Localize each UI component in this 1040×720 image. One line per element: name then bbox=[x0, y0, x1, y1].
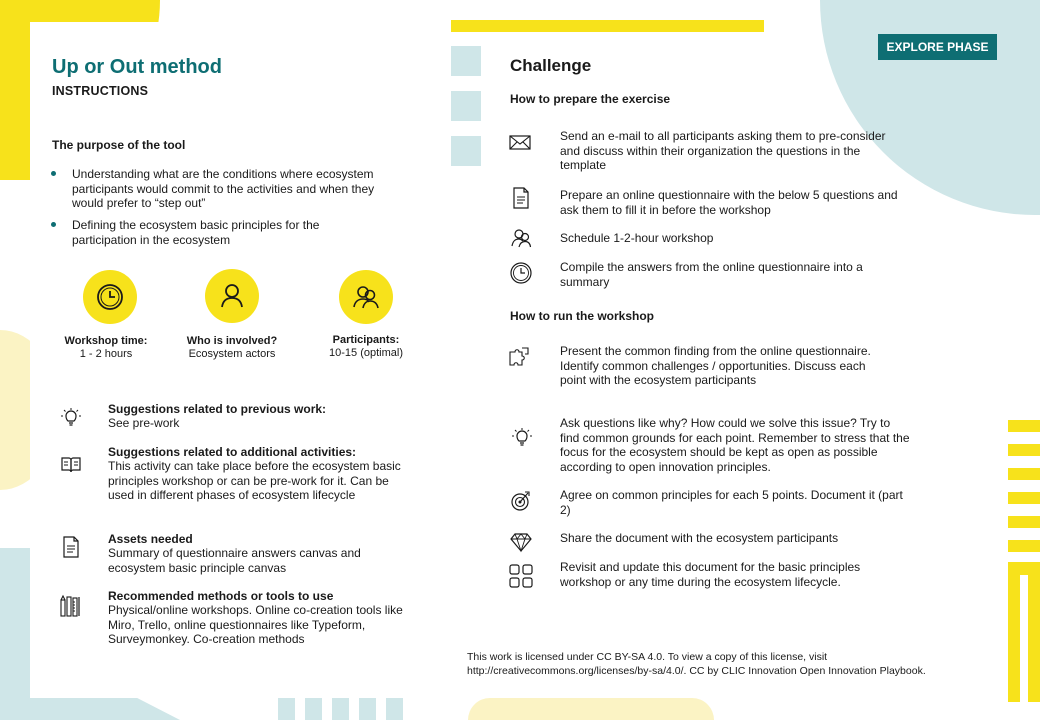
prepare-step: Prepare an online questionnaire with the below 5 questions and ask them to fill it in before the workshop bbox=[560, 188, 898, 217]
deco-yellow-stripe bbox=[1008, 468, 1040, 480]
stat-label: Participants: bbox=[332, 334, 400, 346]
deco-yellow-stripe bbox=[1008, 420, 1040, 432]
stat-workshop-time bbox=[50, 335, 162, 361]
person-icon bbox=[205, 269, 259, 323]
stat-label: Workshop time: bbox=[64, 335, 148, 347]
section-text: See pre-work bbox=[108, 416, 180, 430]
deco-teal-stripe bbox=[332, 698, 349, 720]
document-icon bbox=[60, 536, 82, 558]
deco-yellow-stripe bbox=[1008, 444, 1040, 456]
clock-icon bbox=[510, 262, 532, 284]
right-page bbox=[451, 22, 1008, 698]
target-icon bbox=[510, 490, 532, 512]
envelope-icon bbox=[509, 131, 531, 153]
prepare-step: Compile the answers from the online questionnaire into a summary bbox=[560, 260, 863, 289]
document-icon bbox=[510, 187, 532, 209]
bullet-dot bbox=[51, 222, 56, 227]
people-icon bbox=[339, 270, 393, 324]
people-icon bbox=[510, 227, 532, 249]
section-heading: Assets needed bbox=[108, 532, 193, 546]
run-step: Revisit and update this document for the basic principles workshop or any time during the ecosystem lifecycle. bbox=[560, 560, 861, 589]
license-line: This work is licensed under CC BY-SA 4.0. To view a copy of this license, visit bbox=[467, 651, 828, 663]
section-title: Challenge bbox=[510, 56, 592, 75]
purpose-heading: The purpose of the tool bbox=[52, 138, 186, 152]
grid-icon bbox=[509, 564, 533, 588]
section-heading: Suggestions related to previous work: bbox=[108, 402, 327, 416]
section-text: This activity can take place before the ecosystem basic principles workshop or can be pre-work for it. Can be used in different phases of ecosystem lifecycle bbox=[108, 459, 401, 502]
prepare-step: Send an e-mail to all participants asking them to pre-consider and discuss within their organization the questions in the template bbox=[560, 129, 886, 172]
clock-icon bbox=[83, 270, 137, 324]
run-step: Share the document with the ecosystem participants bbox=[560, 531, 839, 545]
stat-who-involved bbox=[174, 335, 290, 361]
page-title: Up or Out method bbox=[52, 56, 222, 78]
stat-value: Ecosystem actors bbox=[188, 348, 276, 360]
section-text: Physical/online workshops. Online co-creation tools like Miro, Trello, online questionnaires like Typeform, Surveymonkey. Co-creation methods bbox=[108, 603, 403, 646]
tools-icon bbox=[59, 594, 83, 618]
deco-teal-stripe bbox=[305, 698, 322, 720]
stat-value: 10-15 (optimal) bbox=[329, 347, 403, 359]
deco-light-yellow-bottom bbox=[468, 698, 714, 720]
prepare-step: Schedule 1-2-hour workshop bbox=[560, 231, 714, 245]
deco-yellow-stripe bbox=[1008, 492, 1040, 504]
bullet-dot bbox=[51, 171, 56, 176]
stat-participants bbox=[310, 334, 422, 360]
prepare-heading: How to prepare the exercise bbox=[510, 92, 671, 106]
run-heading: How to run the workshop bbox=[510, 309, 654, 323]
deco-yellow-stripe bbox=[1008, 540, 1040, 552]
stat-label: Who is involved? bbox=[186, 335, 278, 347]
page-subtitle: INSTRUCTIONS bbox=[52, 84, 149, 98]
stat-value: 1 - 2 hours bbox=[79, 348, 133, 360]
purpose-bullet: Understanding what are the conditions where ecosystem participants would commit to the activities and when they would prefer to “step out” bbox=[72, 167, 375, 210]
book-icon bbox=[60, 453, 82, 475]
license-url-line[interactable]: http://creativecommons.org/licenses/by-sa/4.0/. CC by CLIC Innovation Open Innovation Playbook. bbox=[467, 665, 926, 677]
section-heading: Suggestions related to additional activities: bbox=[108, 445, 357, 459]
left-page bbox=[30, 22, 432, 698]
diamond-icon bbox=[510, 531, 532, 553]
puzzle-icon bbox=[508, 346, 530, 368]
run-step: Ask questions like why? How could we solve this issue? Try to find common grounds for each point. Remember to stress that the focus for the ecosystem should be kept as open as possible according to open innovation principles. bbox=[560, 416, 910, 474]
deco-teal-stripe bbox=[278, 698, 295, 720]
deco-teal-stripe bbox=[386, 698, 403, 720]
deco-teal-stripe bbox=[359, 698, 376, 720]
purpose-bullet: Defining the ecosystem basic principles for the participation in the ecosystem bbox=[72, 218, 320, 247]
deco-teal-block-bottom-left bbox=[0, 548, 30, 720]
lightbulb-icon bbox=[511, 427, 533, 449]
section-text: Summary of questionnaire answers canvas and ecosystem basic principle canvas bbox=[108, 546, 361, 575]
deco-yellow-stripe bbox=[1008, 516, 1040, 528]
lightbulb-icon bbox=[60, 407, 82, 429]
section-heading: Recommended methods or tools to use bbox=[108, 589, 334, 603]
deco-yellow-half-circle-left bbox=[0, 100, 30, 180]
run-step: Present the common finding from the online questionnaire. Identify common challenges / opportunities. Discuss each point with the ecosystem participants bbox=[560, 344, 871, 387]
run-step: Agree on common principles for each 5 points. Document it (part 2) bbox=[560, 488, 903, 517]
deco-white-stripe bbox=[1020, 575, 1028, 705]
phase-badge: EXPLORE PHASE bbox=[878, 34, 997, 60]
